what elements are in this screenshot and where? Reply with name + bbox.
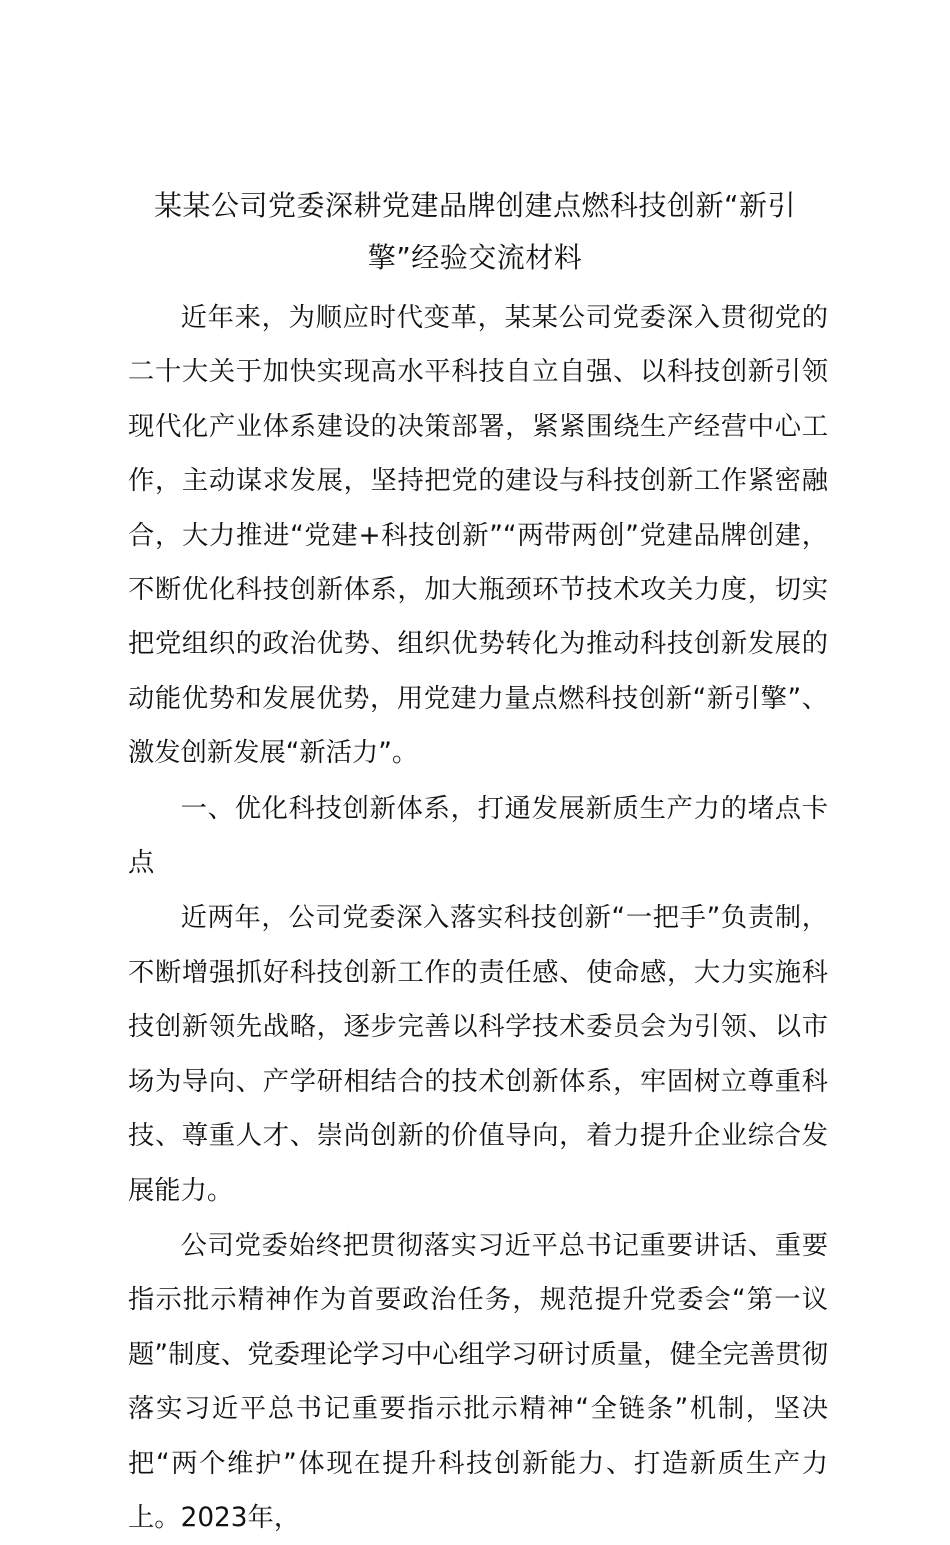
title-line-1: 某某公司党委深耕党建品牌创建点燃科技创新“新引 — [153, 189, 796, 222]
section-heading-1: 一、优化科技创新体系，打通发展新质生产力的堵点卡点 — [128, 793, 828, 879]
document-body — [128, 291, 828, 1545]
document-title — [130, 180, 820, 284]
title-line-2: 擎”经验交流材料 — [367, 241, 583, 274]
body-paragraph-1: 近两年，公司党委深入落实科技创新“一把手”负责制，不断增强抓好科技创新工作的责任感、使命感，大力实施科技创新领先战略，逐步完善以科学技术委员会为引领、以市场为导向、产学研相结合的技术创新体系，牢固树立尊重科技、尊重人才、崇尚创新的价值导向，着力提升企业综合发展能力。 — [128, 903, 828, 1206]
intro-paragraph: 近年来，为顺应时代变革，某某公司党委深入贯彻党的二十大关于加快实现高水平科技自立自强、以科技创新引领现代化产业体系建设的决策部署，紧紧围绕生产经营中心工作，主动谋求发展，坚持把党的建设与科技创新工作紧密融合，大力推进“党建+科技创新”“两带两创”党建品牌创建，不断优化科技创新体系，加大瓶颈环节技术攻关力度，切实把党组织的政治优势、组织优势转化为推动科技创新发展的动能优势和发展优势，用党建力量点燃科技创新“新引擎”、激发创新发展“新活力”。 — [128, 303, 828, 769]
body-paragraph-2: 公司党委始终把贯彻落实习近平总书记重要讲话、重要指示批示精神作为首要政治任务，规范提升党委会“第一议题”制度、党委理论学习中心组学习研讨质量，健全完善贯彻落实习近平总书记重要指示批示精神“全链条”机制，坚决把“两个维护”体现在提升科技创新能力、打造新质生产力上。2023年， — [128, 1230, 828, 1533]
